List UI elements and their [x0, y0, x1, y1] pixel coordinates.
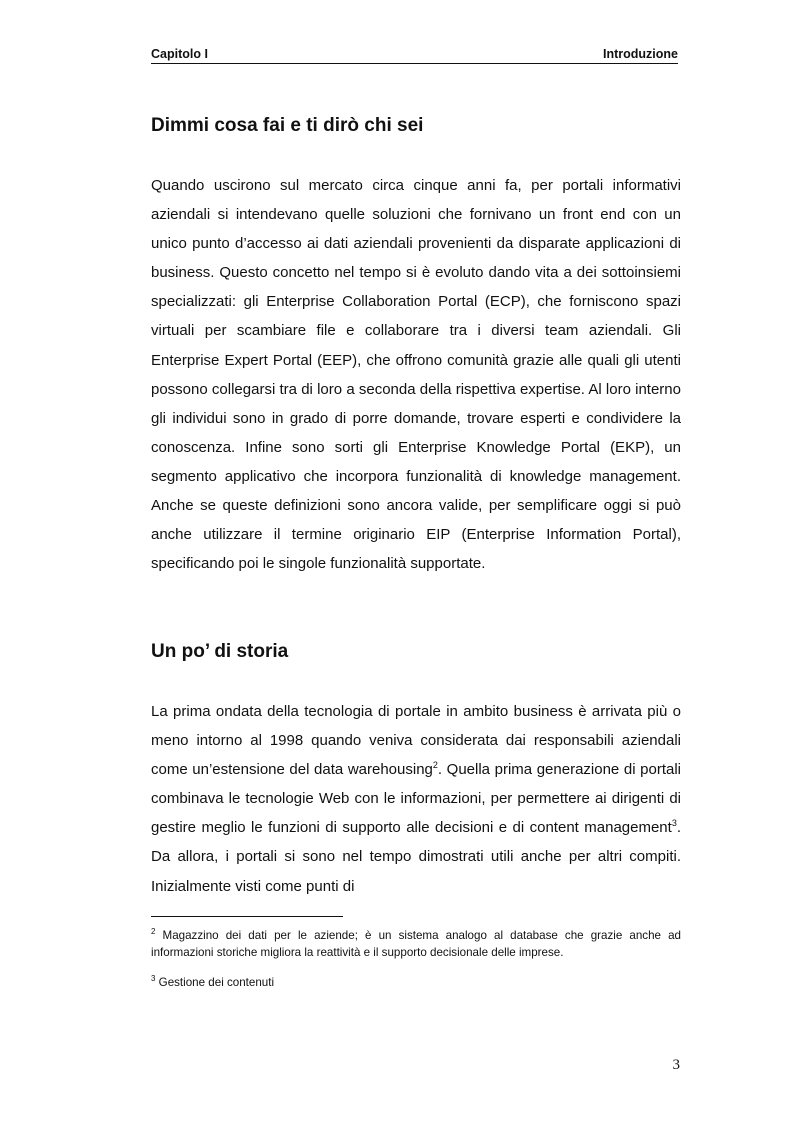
footnote-3: [151, 974, 681, 991]
footnote-2: [151, 927, 681, 961]
footnote-ref-3: 3: [671, 818, 677, 829]
page-number: 3: [672, 1057, 680, 1073]
footnote-3-number: 3: [151, 974, 156, 984]
header-chapter: Capitolo I: [151, 47, 208, 61]
paragraph-2-text-part-1: La prima ondata della tecnologia di portale in ambito business è arrivata più o meno intorno al 1998 quando veniva considerata dai responsabili aziendali come un’estensione del data warehousing: [151, 703, 681, 779]
footnote-3-text: Gestione dei contenuti: [155, 976, 275, 989]
section-title-dimmi-cosa-fai: Dimmi cosa fai e ti dirò chi sei: [151, 115, 424, 136]
paragraph-2-text-part-2: . Quella prima generazione di portali combinava le tecnologie Web con le informazioni, per permettere ai dirigenti di gestire meglio le funzioni di supporto alle decisioni e di content management: [151, 761, 681, 837]
header-section: Introduzione: [603, 47, 678, 61]
body-paragraph-2: [151, 697, 681, 901]
running-header: [151, 47, 678, 64]
footnote-2-number: 2: [151, 927, 156, 937]
footnote-separator: [151, 916, 343, 917]
section-title-un-po-di-storia: Un po’ di storia: [151, 641, 289, 662]
footnote-2-text: Magazzino dei dati per le aziende; è un sistema analogo al database che grazie anche ad informazioni storiche migliora la reattività e il supporto decisionale delle imprese.: [151, 929, 681, 959]
paragraph-2-text-part-3: . Da allora, i portali si sono nel tempo dimostrati utili anche per altri compiti. Inizialmente visti come punti di: [151, 819, 681, 895]
body-paragraph-1: Quando uscirono sul mercato circa cinque anni fa, per portali informativi aziendali si intendevano quelle soluzioni che fornivano un front end con un unico punto d’accesso ai dati aziendali provenienti da disparate applicazioni di business. Questo concetto nel tempo si è evoluto dando vita a dei sottoinsiemi specializzati: gli Enterprise Collaboration Portal (ECP), che forniscono spazi virtuali per scambiare file e collaborare tra i diversi team aziendali. Gli Enterprise Expert Portal (EEP), che offrono comunità grazie alle quali gli utenti possono collegarsi tra di loro a seconda della rispettiva expertise. Al loro interno gli individui sono in grado di porre domande, trovare esperti e condividere la conoscenza. Infine sono sorti gli Enterprise Knowledge Portal (EKP), un segmento applicativo che incorpora funzionalità di knowledge management. Anche se queste definizioni sono ancora valide, per semplificare oggi si può anche utilizzare il termine originario EIP (Enterprise Information Portal), specificando poi le singole funzionalità supportate.: [151, 177, 681, 573]
footnote-ref-2: 2: [432, 760, 438, 771]
